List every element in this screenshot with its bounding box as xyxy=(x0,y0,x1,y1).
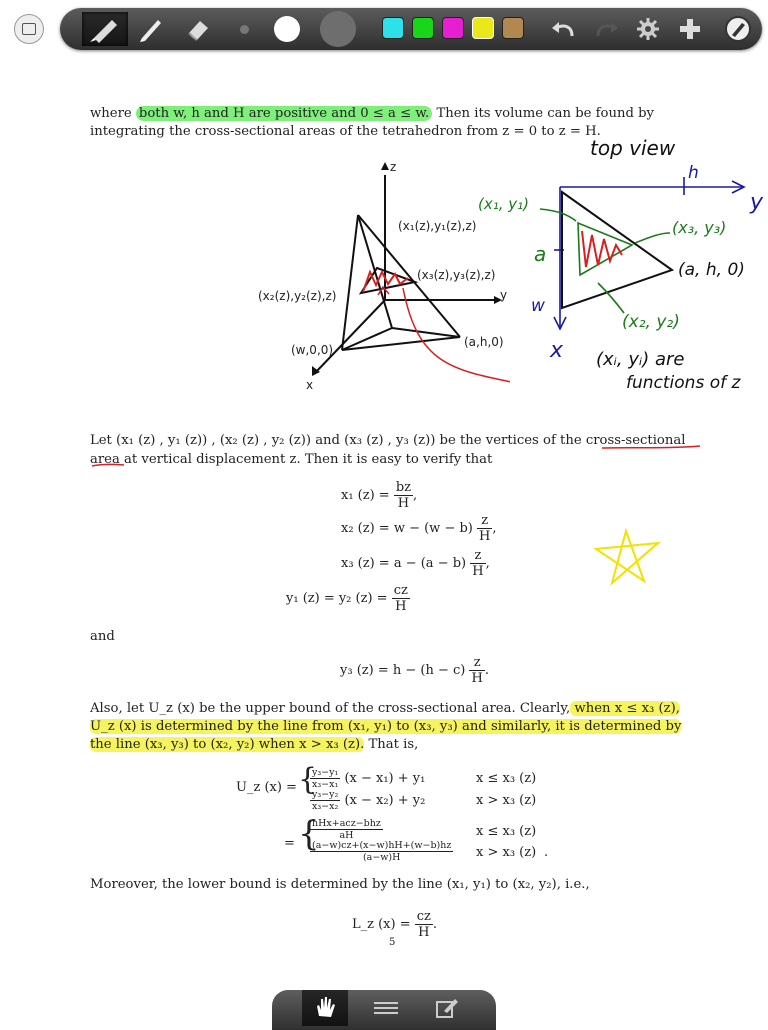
undo-icon[interactable] xyxy=(548,16,578,42)
paragraph-line: and xyxy=(90,629,115,644)
paragraph-line xyxy=(90,719,681,735)
equation-uz-row3: $\frac{\text{hHx+acz−bhz}}{aH}$ xyxy=(312,818,381,841)
paragraph-line: Also, let U_z (x) be the upper bound of the cross-sectional area. Clearly, when x ≤ x₃ (z), xyxy=(90,701,680,716)
equation-uz-cond2: x > x₃ (z) xyxy=(476,793,537,808)
color-cyan-swatch[interactable] xyxy=(382,17,404,39)
highlighter-tool[interactable] xyxy=(82,12,128,46)
vertex-3-label: (x₃(z),y₃(z),z) xyxy=(417,268,496,282)
equation-lz: L_z (x) = $\frac{cz}{H}$ . xyxy=(352,909,438,940)
equation-y12: y₁ (z) = y₂ (z) = $\frac{cz}{H}$ xyxy=(286,583,408,614)
equals-sign: = xyxy=(284,836,295,851)
equation-x2: x₂ (z) = w − (w − b) $\frac{z}{H}$ , xyxy=(341,513,497,544)
list-icon[interactable] xyxy=(372,1000,400,1018)
hand-icon xyxy=(302,990,348,1024)
notebook-icon xyxy=(22,23,36,35)
yellow-highlight: the line (x₃, y₃) to (x₂, y₂) when x > x₃ (z). xyxy=(90,737,365,752)
size-large-button[interactable] xyxy=(320,11,356,47)
equation-x1: x₁ (z) = $\frac{bz}{H}$ , xyxy=(341,480,418,511)
equation-uz-cond4: x > x₃ (z) xyxy=(476,845,537,860)
equation-x3: x₃ (z) = a − (a − b) $\frac{z}{H}$ , xyxy=(341,548,490,579)
color-yellow-swatch[interactable] xyxy=(472,17,494,39)
paragraph-line: the line (x₃, y₃) to (x₂, y₂) when x > x₃ (z). That is, xyxy=(90,737,419,752)
equation-uz-lhs: U_z (x) = xyxy=(236,780,297,795)
pen-tool[interactable] xyxy=(132,12,166,46)
eraser-tool[interactable] xyxy=(180,12,214,46)
menu-button[interactable] xyxy=(14,14,44,44)
equation-y3: y₃ (z) = h − (h − c) $\frac{z}{H}$ . xyxy=(340,655,489,686)
z-axis-label: z xyxy=(390,160,397,174)
eraser-icon xyxy=(180,12,214,46)
red-underline-annotation xyxy=(90,430,710,470)
green-highlight: both w, h and H are positive and 0 ≤ a ≤ w. xyxy=(136,106,432,121)
color-green-swatch[interactable] xyxy=(412,17,434,39)
equation-uz-row2: $\frac{\text{y₃−y₂}}{\text{x₃−x₂}}$ (x − x₂) + y₂ xyxy=(312,789,426,812)
note-ah0: (a, h, 0) xyxy=(678,260,745,280)
page-number: 5 xyxy=(389,937,396,948)
paragraph-line: area at vertical displacement z. Then it is easy to verify that xyxy=(90,452,493,467)
note-top-view: top view xyxy=(590,136,676,160)
equation-uz-cond1: x ≤ x₃ (z) xyxy=(476,771,537,786)
yellow-highlight: U_z (x) is determined by the line from (x₁, y₁) to (x₃, y₃) and similarly, it is determined by xyxy=(90,719,682,734)
equation-uz-row1: $\frac{\text{y₃−y₁}}{\text{x₃−x₁}}$ (x − x₁) + y₁ xyxy=(312,767,426,790)
drawing-toolbar xyxy=(60,8,762,50)
left-brace: { xyxy=(298,814,320,854)
paragraph-line: Moreover, the lower bound is determined by the line (x₁, y₁) to (x₂, y₂), i.e., xyxy=(90,877,590,892)
edit-compass-icon[interactable] xyxy=(724,15,752,43)
note-x3y3: (x₃, y₃) xyxy=(672,218,727,237)
vertex-ah0-label: (a,h,0) xyxy=(464,335,504,349)
note-h: h xyxy=(688,163,699,183)
note-y: y xyxy=(750,190,764,215)
hand-mode-button[interactable] xyxy=(302,990,348,1026)
redo-icon[interactable] xyxy=(592,16,622,42)
note-functions: functions of z xyxy=(626,373,741,393)
equation-uz-cond3: x ≤ x₃ (z) xyxy=(476,824,537,839)
x-axis-label: x xyxy=(306,378,314,392)
highlighter-icon xyxy=(82,12,128,46)
size-small-button[interactable] xyxy=(240,25,249,34)
equation-uz-row4: $\frac{(a-w)cz+(x-w)hH+(w-b)hz}{(a-w)H}$ xyxy=(312,840,452,863)
compose-icon[interactable] xyxy=(434,996,460,1020)
pen-icon xyxy=(132,12,166,46)
period: . xyxy=(544,845,549,860)
paragraph-line: Let (x₁ (z) , y₁ (z)) , (x₂ (z) , y₂ (z)) and (x₃ (z) , y₃ (z)) be the vertices of the cross-sectional xyxy=(90,433,686,448)
star-doodle xyxy=(592,527,664,589)
paragraph-line: integrating the cross-sectional areas of the tetrahedron from z = 0 to z = H. xyxy=(90,124,601,139)
left-brace: { xyxy=(298,762,318,797)
note-x1y1: (x₁, y₁) xyxy=(478,195,530,213)
paragraph-line: where both w, h and H are positive and 0 ≤ a ≤ w. Then its volume can be found by xyxy=(90,106,655,121)
bottom-toolbar xyxy=(272,990,496,1030)
y-axis-label: y xyxy=(500,288,508,302)
add-icon[interactable] xyxy=(678,17,702,41)
gear-icon[interactable] xyxy=(636,17,660,41)
yellow-highlight: when x ≤ x₃ (z), xyxy=(570,701,680,716)
note-x2y2: (x₂, y₂) xyxy=(622,312,680,332)
note-a: a xyxy=(534,242,547,266)
vertex-2-label: (x₂(z),y₂(z),z) xyxy=(258,289,337,303)
vertex-w00-label: (w,0,0) xyxy=(291,343,334,357)
color-magenta-swatch[interactable] xyxy=(442,17,464,39)
color-brown-swatch[interactable] xyxy=(502,17,524,39)
note-x: x xyxy=(550,338,564,363)
note-w: w xyxy=(531,296,545,316)
note-xiyi: (xᵢ, yᵢ) are xyxy=(596,349,685,370)
size-medium-button[interactable] xyxy=(274,16,300,42)
vertex-1-label: (x₁(z),y₁(z),z) xyxy=(398,219,477,233)
